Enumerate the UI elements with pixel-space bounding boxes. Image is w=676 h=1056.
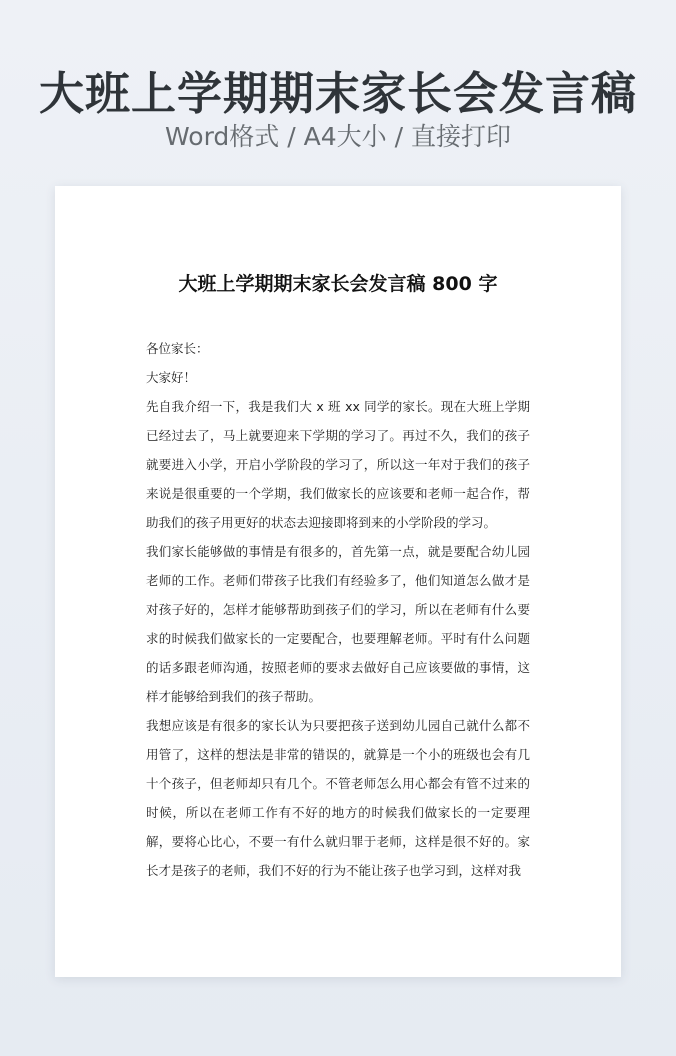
document-page xyxy=(55,186,621,977)
body-paragraph-1: 先自我介绍一下，我是我们大 x 班 xx 同学的家长。现在大班上学期已经过去了，马上就要迎来下学期的学习了。再过不久，我们的孩子就要进入小学，开启小学阶段的学习了，所以这一年对于我们的孩子来说是很重要的一个学期，我们做家长的应该要和老师一起合作，帮助我们的孩子用更好的状态去迎接即将到来的小学阶段的学习。 xyxy=(146,399,530,530)
body-paragraph-2: 我们家长能够做的事情是有很多的，首先第一点，就是要配合幼儿园老师的工作。老师们带孩子比我们有经验多了，他们知道怎么做才是对孩子好的，怎样才能够帮助到孩子们的学习，所以在老师有什么要求的时候我们做家长的一定要配合，也要理解老师。平时有什么问题的话多跟老师沟通，按照老师的要求去做好自己应该要做的事情，这样才能够给到我们的孩子帮助。 xyxy=(146,544,530,704)
hello-line: 大家好！ xyxy=(146,370,197,385)
banner-subtitle: Word格式 / A4大小 / 直接打印 xyxy=(165,122,511,151)
greeting-line: 各位家长： xyxy=(146,341,209,356)
document-body xyxy=(146,334,530,885)
body-paragraph-3: 我想应该是有很多的家长认为只要把孩子送到幼儿园自己就什么都不用管了，这样的想法是非常的错误的，就算是一个小的班级也会有几十个孩子，但老师却只有几个。不管老师怎么用心都会有管不过来的时候，所以在老师工作有不好的地方的时候我们做家长的一定要理解，要将心比心，不要一有什么就归罪于老师，这样是很不好的。家长才是孩子的老师，我们不好的行为不能让孩子也学习到，这样对我 xyxy=(146,718,530,878)
banner-title: 大班上学期期末家长会发言稿 xyxy=(38,67,637,120)
document-title: 大班上学期期末家长会发言稿 800 字 xyxy=(178,273,498,295)
